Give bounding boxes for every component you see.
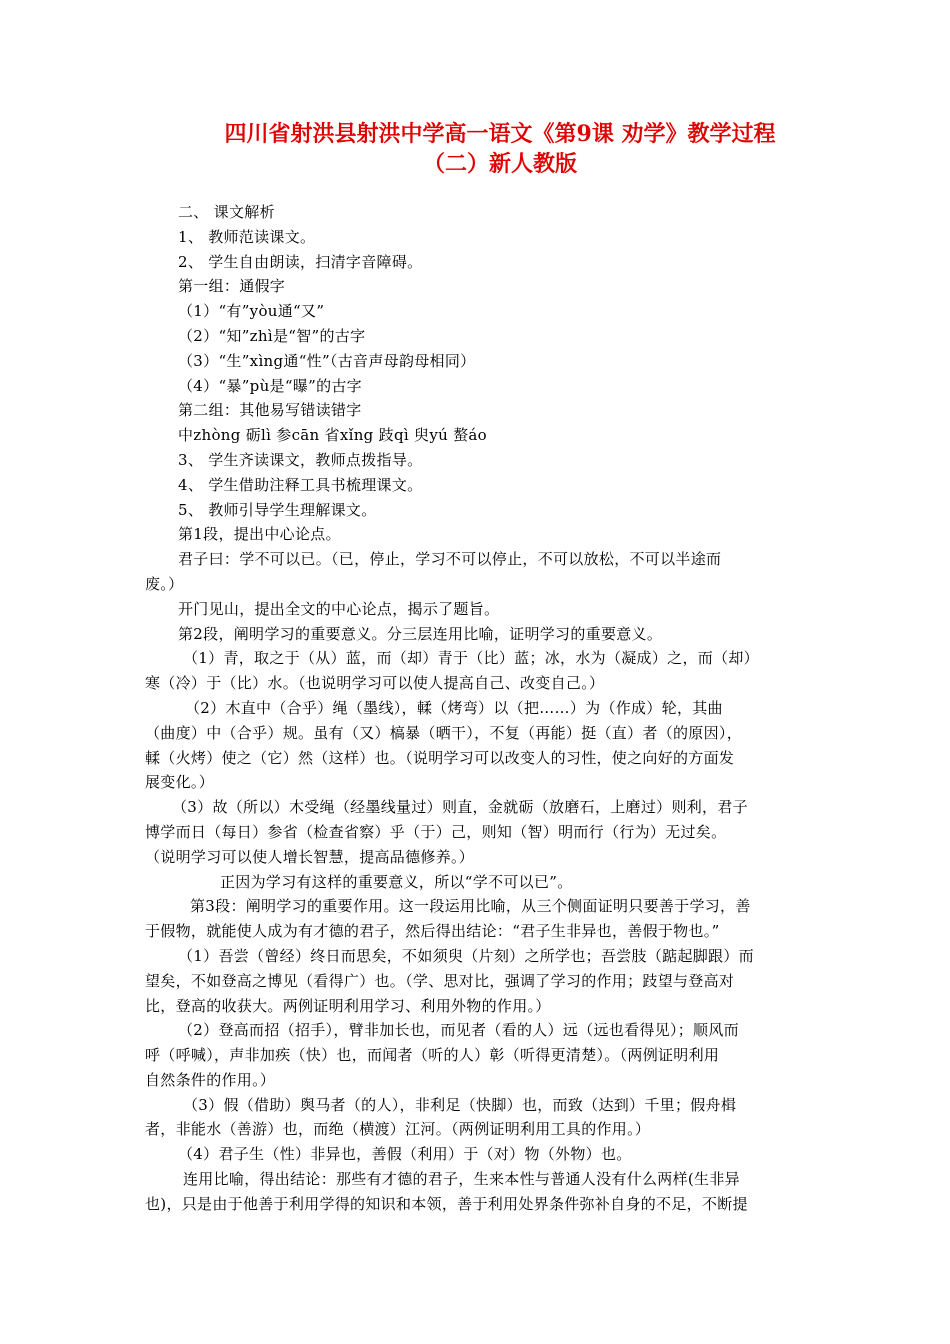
text-line: 博学而日（每日）参省（检查省察）乎（于）己，则知（智）明而行（行为）无过矣。	[145, 822, 727, 841]
text-line: （2）木直中（合乎）绳（墨线），輮（烤弯）以（把……）为（作成）轮，其曲	[185, 698, 723, 717]
group-heading: 第一组：通假字	[178, 277, 286, 296]
text-line: 寒（冷）于（比）水。（也说明学习可以使人提高自己、改变自己。）	[145, 674, 605, 693]
text-line: 君子曰：学不可以已。（已，停止，学习不可以停止，不可以放松，不可以半途而	[178, 550, 722, 569]
text-line: 比，登高的收获大。两例证明利用学习、利用外物的作用。）	[145, 996, 551, 1015]
text-line: 于假物，就能使人成为有才德的君子，然后得出结论：“君子生非异也，善假于物也。”	[145, 922, 720, 941]
text-line: 也)，只是由于他善于利用学得的知识和本领，善于利用处界条件弥补自身的不足，不断提	[145, 1194, 748, 1213]
text-line: （说明学习可以使人增长智慧，提高品德修养。）	[145, 847, 475, 866]
text-line: 第1段，提出中心论点。	[178, 525, 341, 544]
text-line: 第2段，阐明学习的重要意义。分三层连用比喻，证明学习的重要意义。	[178, 624, 663, 643]
text-line: 连用比喻，得出结论：那些有才德的君子，生来本性与普通人没有什么两样(生非异	[183, 1170, 740, 1189]
list-item: 1、 教师范读课文。	[178, 227, 316, 246]
list-item: （4）“暴”pù是“曝”的古字	[178, 376, 362, 395]
list-item: 2、 学生自由朗读，扫清字音障碍。	[178, 252, 423, 271]
text-line: 正因为学习有这样的重要意义，所以“学不可以已”。	[220, 872, 573, 891]
document-title-line-2: （二）新人教版	[422, 151, 577, 177]
text-line: （4）君子生（性）非异也，善假（利用）于（对）物（外物）也。	[178, 1145, 632, 1164]
text-line: 者，非能水（善游）也，而绝（横渡）江河。（两例证明利用工具的作用。）	[145, 1120, 651, 1139]
text-line: （3）假（借助）舆马者（的人），非利足（快脚）也，而致（达到）千里；假舟楫	[183, 1095, 737, 1114]
group-heading: 第二组：其他易写错读错字	[178, 401, 362, 420]
text-line: 呼（呼喊），声非加疾（快）也，而闻者（听的人）彰（听得更清楚）。（两例证明利用	[145, 1046, 720, 1065]
text-line: （1）吾尝（曾经）终日而思矣，不如须臾（片刻）之所学也；吾尝肢（踮起脚跟）而	[178, 946, 754, 965]
text-line: （曲度）中（合乎）规。虽有（又）槁暴（晒干），不复（再能）挺（直）者（的原因），	[145, 723, 743, 742]
list-item: （3）“生”xìng通“性”（古音声母韵母相同）	[178, 351, 476, 370]
text-line: （2）登高而招（招手），臂非加长也，而见者（看的人）远（远也看得见）；顺风而	[178, 1021, 739, 1040]
text-line: （1）青，取之于（从）蓝，而（却）青于（比）蓝；冰，水为（凝成）之，而（却）	[183, 649, 759, 668]
document-body	[145, 200, 810, 1217]
list-item: （2）“知”zhì是“智”的古字	[178, 326, 366, 345]
text-line: 望矣，不如登高之博见（看得广）也。（学、思对比，强调了学习的作用；跂望与登高对	[145, 971, 735, 990]
section-heading: 二、 课文解析	[178, 203, 275, 221]
text-line: 展变化。）	[145, 773, 215, 792]
text-line: 自然条件的作用。）	[145, 1070, 276, 1089]
document-title-line-1: 四川省射洪县射洪中学高一语文《第9课 劝学》教学过程	[224, 121, 776, 147]
text-line: 第3段：阐明学习的重要作用。这一段运用比喻，从三个侧面证明只要善于学习，善	[190, 897, 751, 916]
text-line: （3）故（所以）木受绳（经墨线量过）则直，金就砺（放磨石，上磨过）则利，君子	[172, 798, 748, 817]
text-line: 开门见山，提出全文的中心论点，揭示了题旨。	[178, 599, 500, 618]
text-line: 废。）	[145, 574, 184, 593]
list-item: 5、 教师引导学生理解课文。	[178, 500, 377, 519]
text-line: 輮（火烤）使之（它）然（这样）也。（说明学习可以改变人的习性，使之向好的方面发	[145, 748, 735, 767]
list-item: （1）“有”yòu通“又”	[178, 302, 325, 321]
list-item: 4、 学生借助注释工具书梳理课文。	[178, 475, 423, 494]
list-item: 3、 学生齐读课文，教师点拨指导。	[178, 450, 423, 469]
text-line: 中zhòng 砺lì 参cān 省xǐng 跂qì 臾yú 螯áo	[178, 426, 487, 445]
